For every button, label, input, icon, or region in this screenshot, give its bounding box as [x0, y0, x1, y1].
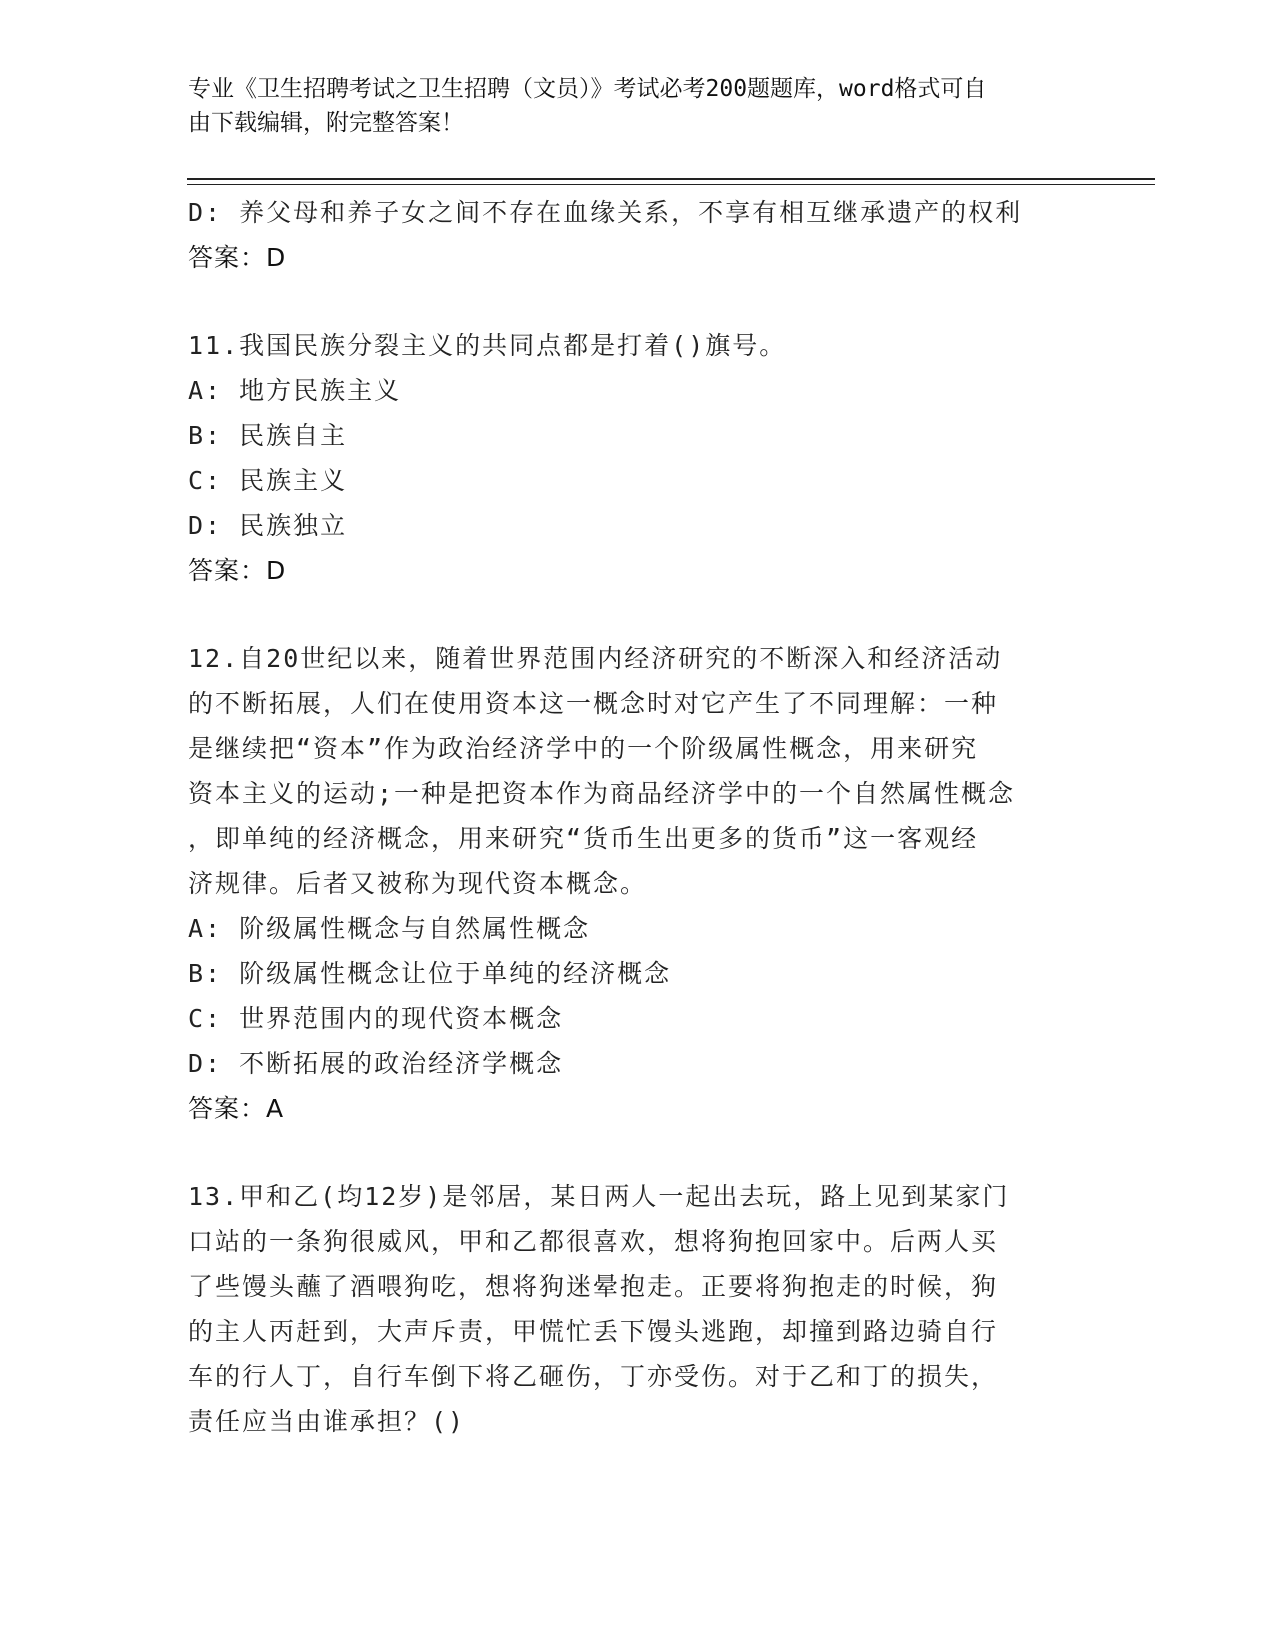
question-13: [188, 1174, 1088, 1444]
stem-line: 13.甲和乙(均12岁)是邻居，某日两人一起出去玩，路上见到某家门: [188, 1182, 1010, 1211]
stem-line: 资本主义的运动;一种是把资本作为商品经济学中的一个自然属性概念: [188, 779, 1016, 808]
question-content: [188, 190, 1088, 1444]
question-stem: 11.我国民族分裂主义的共同点都是打着()旗号。: [188, 331, 787, 360]
question-12: [188, 636, 1088, 1131]
header-line: 专业《卫生招聘考试之卫生招聘（文员）》考试必考200题题库，word格式可自: [188, 76, 987, 102]
stem-line: 的主人丙赶到，大声斥责，甲慌忙丢下馒头逃跑，却撞到路边骑自行: [188, 1317, 999, 1346]
option-a: A: 阶级属性概念与自然属性概念: [188, 914, 591, 943]
stem-line: 责任应当由谁承担？(): [188, 1407, 466, 1436]
answer-line: 答案：A: [188, 1094, 285, 1123]
stem-line: 12.自20世纪以来，随着世界范围内经济研究的不断深入和经济活动: [188, 644, 1003, 673]
stem-line: 车的行人丁，自行车倒下将乙砸伤，丁亦受伤。对于乙和丁的损失，: [188, 1362, 999, 1391]
option-b: B: 民族自主: [188, 421, 348, 450]
option-d: D: 民族独立: [188, 511, 348, 540]
header-divider-thin: [187, 184, 1155, 185]
option-c: C: 世界范围内的现代资本概念: [188, 1004, 564, 1033]
stem-line: 了些馒头蘸了酒喂狗吃，想将狗迷晕抱走。正要将狗抱走的时候，狗: [188, 1272, 999, 1301]
option-d: D: 不断拓展的政治经济学概念: [188, 1049, 564, 1078]
answer-line: 答案：D: [188, 243, 287, 272]
stem-line: 口站的一条狗很威风，甲和乙都很喜欢，想将狗抱回家中。后两人买: [188, 1227, 999, 1256]
stem-line: 是继续把“资本”作为政治经济学中的一个阶级属性概念，用来研究: [188, 734, 979, 763]
option-c: C: 民族主义: [188, 466, 348, 495]
stem-line: ，即单纯的经济概念，用来研究“货币生出更多的货币”这一客观经: [188, 824, 979, 853]
question-10-tail: [188, 190, 1088, 280]
header-line: 由下载编辑，附完整答案！: [188, 110, 464, 136]
question-11: [188, 323, 1088, 593]
question-stem: [188, 636, 1088, 906]
question-stem: [188, 1174, 1088, 1444]
header-divider-thick: [187, 178, 1155, 180]
option-a: A: 地方民族主义: [188, 376, 402, 405]
answer-line: 答案：D: [188, 556, 287, 585]
stem-line: 济规律。后者又被称为现代资本概念。: [188, 869, 648, 898]
option-d: D: 养父母和养子女之间不存在血缘关系，不享有相互继承遗产的权利: [188, 198, 1023, 227]
stem-line: 的不断拓展，人们在使用资本这一概念时对它产生了不同理解：一种: [188, 689, 999, 718]
option-b: B: 阶级属性概念让位于单纯的经济概念: [188, 959, 672, 988]
page-header: [188, 72, 1088, 140]
